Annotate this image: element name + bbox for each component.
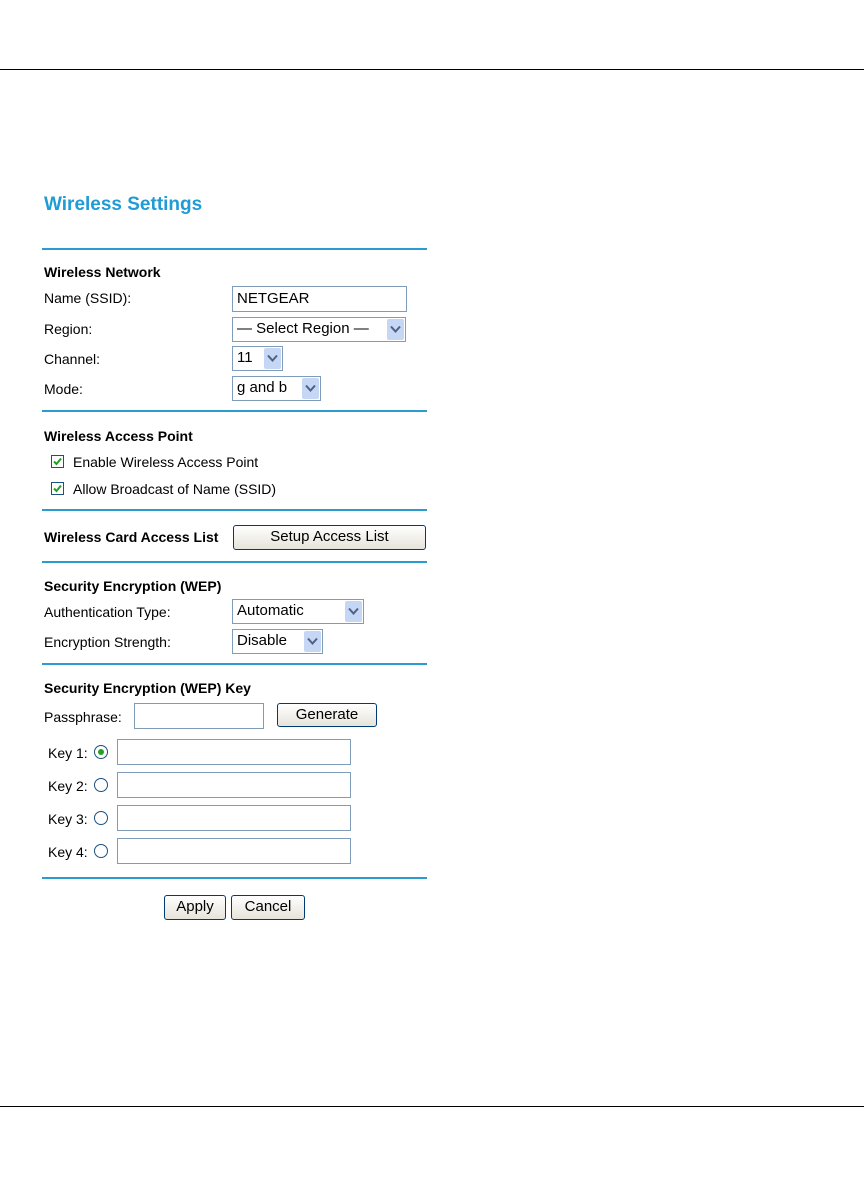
checkmark-icon xyxy=(53,457,62,466)
section-divider xyxy=(42,248,427,250)
generate-button[interactable]: Generate xyxy=(277,703,377,727)
broadcast-ssid-label: Allow Broadcast of Name (SSID) xyxy=(73,481,277,497)
auth-type-label: Authentication Type: xyxy=(44,604,171,620)
auth-type-value: Automatic xyxy=(237,602,304,619)
radio-selected-dot xyxy=(98,749,104,755)
channel-select[interactable] xyxy=(232,346,283,371)
cancel-button[interactable]: Cancel xyxy=(231,895,305,920)
key-2-input[interactable] xyxy=(117,772,351,798)
ssid-input[interactable]: NETGEAR xyxy=(232,286,407,312)
channel-label: Channel: xyxy=(44,351,101,367)
access-point-heading: Wireless Access Point xyxy=(44,428,193,444)
key-3-radio[interactable] xyxy=(94,811,108,825)
mode-label: Mode: xyxy=(44,381,83,397)
key-4-input[interactable] xyxy=(117,838,351,864)
key-2-radio[interactable] xyxy=(94,778,108,792)
chevron-down-icon xyxy=(345,601,362,622)
key-4-radio[interactable] xyxy=(94,844,108,858)
chevron-down-icon xyxy=(302,378,319,399)
mode-select-value: g and b xyxy=(237,379,288,396)
encryption-strength-select[interactable] xyxy=(232,629,323,654)
apply-button[interactable]: Apply xyxy=(164,895,226,920)
page-title: Wireless Settings xyxy=(44,194,203,215)
region-select[interactable] xyxy=(232,317,406,342)
checkmark-icon xyxy=(53,484,62,493)
chevron-down-icon xyxy=(264,348,281,369)
key-2-label: Key 2: xyxy=(48,778,88,794)
enable-ap-checkbox[interactable] xyxy=(51,455,64,468)
broadcast-ssid-checkbox[interactable] xyxy=(51,482,64,495)
encryption-strength-value: Disable xyxy=(237,632,288,649)
ssid-label: Name (SSID): xyxy=(44,290,132,306)
region-select-value: — Select Region — xyxy=(237,320,369,337)
passphrase-input[interactable] xyxy=(134,703,264,729)
auth-type-select[interactable] xyxy=(232,599,364,624)
mode-select[interactable] xyxy=(232,376,321,401)
key-3-label: Key 3: xyxy=(48,811,88,827)
section-divider xyxy=(42,877,427,879)
chevron-down-icon xyxy=(387,319,404,340)
passphrase-label: Passphrase: xyxy=(44,709,122,725)
wireless-network-heading: Wireless Network xyxy=(44,264,161,280)
chevron-down-icon xyxy=(304,631,321,652)
region-label: Region: xyxy=(44,321,93,337)
page-top-border xyxy=(0,69,864,70)
setup-access-list-button[interactable]: Setup Access List xyxy=(233,525,426,550)
page-bottom-border xyxy=(0,1106,864,1107)
security-heading: Security Encryption (WEP) xyxy=(44,578,222,594)
key-1-input[interactable] xyxy=(117,739,351,765)
section-divider xyxy=(42,561,427,563)
encryption-strength-label: Encryption Strength: xyxy=(44,634,171,650)
enable-ap-label: Enable Wireless Access Point xyxy=(73,454,259,470)
key-4-label: Key 4: xyxy=(48,844,88,860)
section-divider xyxy=(42,663,427,665)
card-access-label: Wireless Card Access List xyxy=(44,529,219,545)
section-divider xyxy=(42,410,427,412)
section-divider xyxy=(42,509,427,511)
wep-key-heading: Security Encryption (WEP) Key xyxy=(44,680,251,696)
channel-select-value: 11 xyxy=(237,349,253,366)
key-1-radio[interactable] xyxy=(94,745,108,759)
key-1-label: Key 1: xyxy=(48,745,88,761)
key-3-input[interactable] xyxy=(117,805,351,831)
